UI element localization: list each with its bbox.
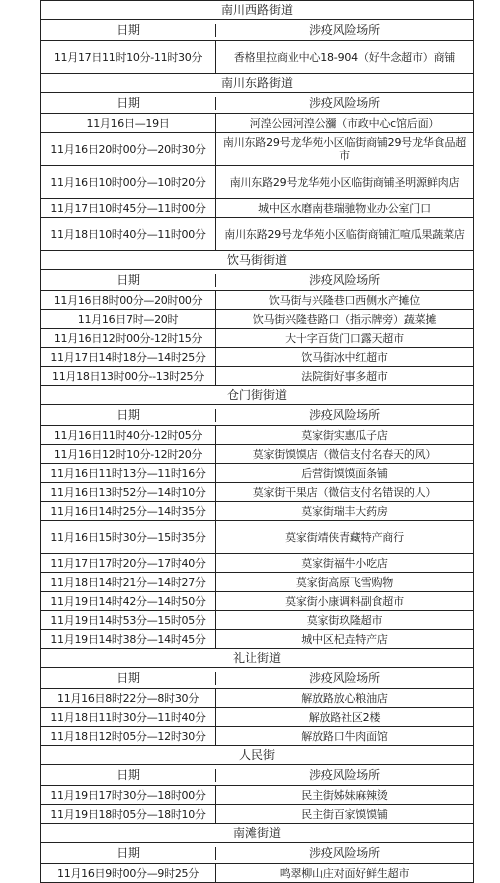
header-place: 涉疫风险场所 <box>309 670 380 685</box>
table-row <box>41 166 473 199</box>
table-row <box>41 114 473 133</box>
header-date: 日期 <box>41 24 216 37</box>
row-date: 11月18日11时30分—11时40分 <box>41 708 216 726</box>
header-place: 涉疫风险场所 <box>309 22 380 37</box>
table-row <box>41 310 473 329</box>
table-row <box>41 554 473 573</box>
row-date: 11月16日13时52分—14时10分 <box>41 483 216 501</box>
header-place: 涉疫风险场所 <box>309 272 380 287</box>
table-row <box>41 630 473 649</box>
row-place: 莫家街高原飞雪购物 <box>295 575 394 589</box>
table-header-row <box>41 668 473 689</box>
row-place: 莫家街干果店（微信支付名错误的人） <box>252 485 437 499</box>
table-header-row <box>41 765 473 786</box>
section-title: 人民街 <box>41 746 473 765</box>
row-date: 11月19日14时53分—15时05分 <box>41 611 216 629</box>
row-place: 南川东路29号龙华苑小区临街商铺29号龙华食品超市 <box>222 136 467 162</box>
table-row <box>41 521 473 554</box>
header-date: 日期 <box>41 769 216 782</box>
header-place: 涉疫风险场所 <box>309 95 380 110</box>
header-place: 涉疫风险场所 <box>309 845 380 860</box>
row-date: 11月16日15时30分—15时35分 <box>41 521 216 553</box>
row-place: 莫家街靖侠青藏特产商行 <box>285 530 404 544</box>
row-date: 11月16日8时00分—20时00分 <box>41 291 216 309</box>
table-row <box>41 805 473 824</box>
row-place: 香格里拉商业中心18-904（好牛念超市）商铺 <box>233 50 456 64</box>
row-place: 解放路放心粮油店 <box>301 691 388 705</box>
row-date: 11月16日10时00分—10时20分 <box>41 166 216 198</box>
row-place: 南川东路29号龙华苑小区临街商铺汇喧瓜果蔬菜店 <box>224 227 465 241</box>
row-place: 饮马街冰中红超市 <box>301 350 388 364</box>
row-place: 法院街好事多超市 <box>301 369 388 383</box>
row-date: 11月16日12时00分-12时15分 <box>41 329 216 347</box>
row-date: 11月16日9时00分—9时25分 <box>41 864 216 882</box>
table-row <box>41 708 473 727</box>
table-row <box>41 502 473 521</box>
header-date: 日期 <box>41 409 216 422</box>
row-place: 饮马街兴隆巷路口（指示牌旁）蔬菜摊 <box>252 312 437 326</box>
row-place: 南川东路29号龙华苑小区临街商铺圣明源鲜肉店 <box>229 175 460 189</box>
table-row <box>41 199 473 218</box>
row-date: 11月19日14时38分—14时45分 <box>41 630 216 648</box>
table-header-row <box>41 20 473 41</box>
row-date: 11月18日12时05分—12时30分 <box>41 727 216 745</box>
row-place: 民主街百家馍馍铺 <box>301 807 388 821</box>
table-row <box>41 592 473 611</box>
table-row <box>41 864 473 883</box>
table-row <box>41 445 473 464</box>
table-row <box>41 426 473 445</box>
section-title: 礼让街道 <box>41 649 473 668</box>
row-place: 城中区水磨南巷瑞驰物业办公室门口 <box>258 201 431 215</box>
header-date: 日期 <box>41 672 216 685</box>
row-date: 11月18日13时00分--13时25分 <box>41 367 216 385</box>
table-row <box>41 611 473 630</box>
row-place: 饮马街与兴隆巷口西侧水产摊位 <box>268 293 421 307</box>
row-date: 11月16日7时—20时 <box>41 310 216 328</box>
section-title: 南滩街道 <box>41 824 473 843</box>
row-place: 大十字百货门口露天超市 <box>285 331 404 345</box>
table-header-row <box>41 93 473 114</box>
row-place: 莫家街瑞丰大药房 <box>301 504 388 518</box>
table-header-row <box>41 405 473 426</box>
row-date: 11月16日—19日 <box>41 114 216 132</box>
row-place: 河湟公园河湟公瀰（市政中心c馆后面） <box>249 116 440 130</box>
row-date: 11月16日20时00分—20时30分 <box>41 133 216 165</box>
row-place: 后营街馍馍面条铺 <box>301 466 388 480</box>
header-date: 日期 <box>41 847 216 860</box>
row-date: 11月16日8时22分—8时30分 <box>41 689 216 707</box>
section-title: 饮马街街道 <box>41 251 473 270</box>
row-date: 11月19日17时30分—18时00分 <box>41 786 216 804</box>
row-date: 11月17日10时45分—11时00分 <box>41 199 216 217</box>
section-title: 南川西路街道 <box>41 1 473 20</box>
row-date: 11月16日14时25分—14时35分 <box>41 502 216 520</box>
section-title: 南川东路街道 <box>41 74 473 93</box>
row-place: 莫家街玖隆超市 <box>306 613 383 627</box>
table-row <box>41 727 473 746</box>
table-row <box>41 483 473 502</box>
row-date: 11月16日11时40分-12时05分 <box>41 426 216 444</box>
row-place: 莫家街实惠瓜子店 <box>301 428 388 442</box>
row-date: 11月17日11时10分-11时30分 <box>41 41 216 73</box>
row-place: 城中区杞垚特产店 <box>301 632 388 646</box>
table-header-row <box>41 843 473 864</box>
table-row <box>41 367 473 386</box>
header-place: 涉疫风险场所 <box>309 767 380 782</box>
table-row <box>41 573 473 592</box>
header-place: 涉疫风险场所 <box>309 407 380 422</box>
section-title: 仓门街街道 <box>41 386 473 405</box>
row-place: 莫家街福牛小吃店 <box>301 556 388 570</box>
row-place: 解放路口牛肉面馆 <box>301 729 388 743</box>
table-row <box>41 291 473 310</box>
table-row <box>41 41 473 74</box>
table-row <box>41 218 473 251</box>
row-place: 解放路社区2楼 <box>308 710 381 724</box>
row-date: 11月17日17时20分—17时40分 <box>41 554 216 572</box>
row-date: 11月19日18时05分—18时10分 <box>41 805 216 823</box>
row-place: 民主街姊妹麻辣烫 <box>301 788 388 802</box>
row-date: 11月16日12时10分-12时20分 <box>41 445 216 463</box>
row-place: 莫家街小康调料副食超市 <box>285 594 404 608</box>
row-place: 鸣翠柳山庄对面好鲜生超市 <box>279 866 410 880</box>
row-date: 11月19日14时42分—14时50分 <box>41 592 216 610</box>
table-row <box>41 464 473 483</box>
header-date: 日期 <box>41 274 216 287</box>
row-date: 11月18日10时40分—11时00分 <box>41 218 216 250</box>
table-row <box>41 786 473 805</box>
risk-locations-table <box>40 0 474 883</box>
table-row <box>41 689 473 708</box>
row-date: 11月17日14时18分—14时25分 <box>41 348 216 366</box>
table-row <box>41 329 473 348</box>
header-date: 日期 <box>41 97 216 110</box>
row-place: 莫家街馍馍店（微信支付名春天的风） <box>252 447 437 461</box>
table-row <box>41 133 473 166</box>
row-date: 11月18日14时21分—14时27分 <box>41 573 216 591</box>
table-row <box>41 348 473 367</box>
row-date: 11月16日11时13分—11时16分 <box>41 464 216 482</box>
table-header-row <box>41 270 473 291</box>
